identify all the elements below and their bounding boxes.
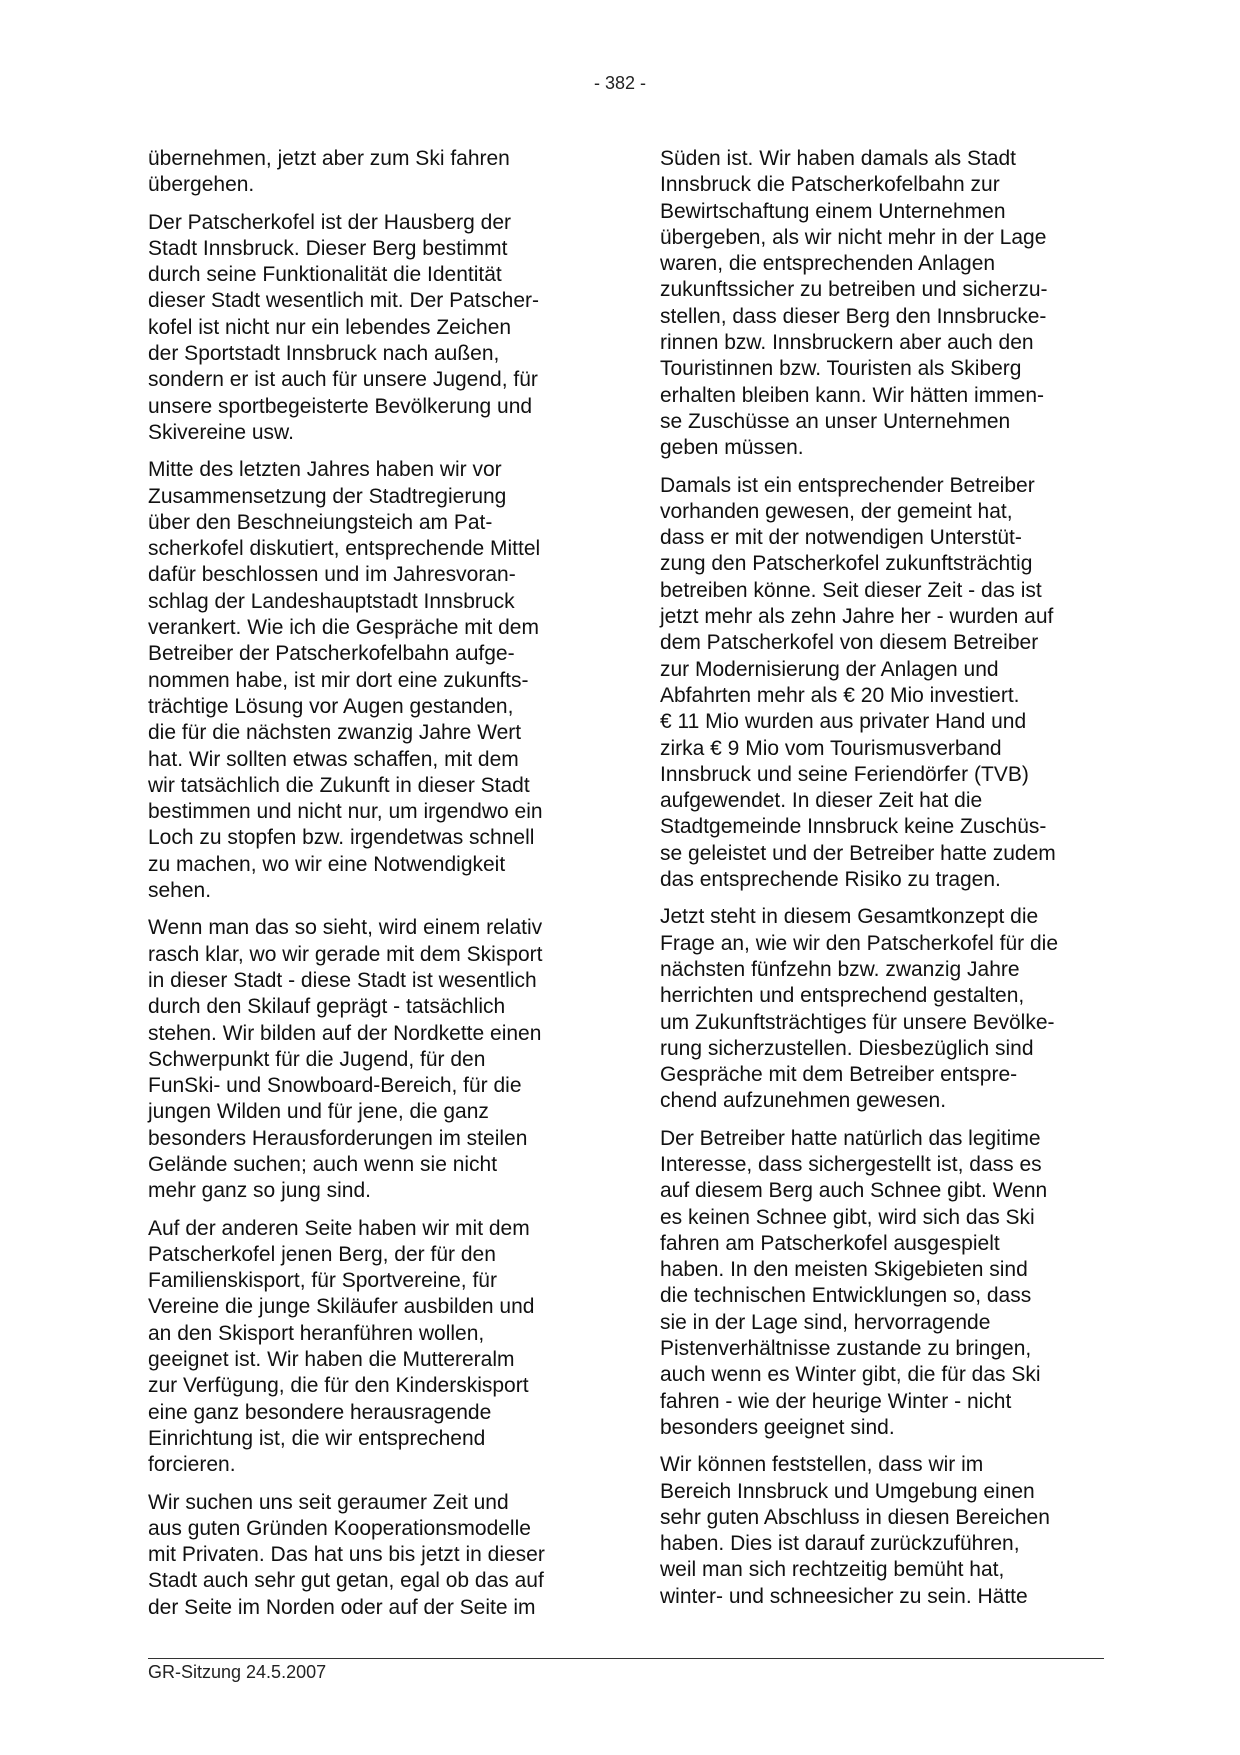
right-text-column — [660, 146, 1110, 1621]
paragraph: Süden ist. Wir haben damals als Stadt Innsbruck die Patscherkofelbahn zur Bewirtschaftung einem Unternehmen übergeben, als wir nicht mehr in der Lage waren, die entsprechenden Anlagen zukunftssicher zu betreiben und sicherzu- stellen, dass dieser Berg den Innsbrucke- rinnen bzw. Innsbruckern aber auch den Touristinnen bzw. Touristen als Skiberg erhalten bleiben kann. Wir hätten immen- se Zuschüsse an unser Unternehmen geben müssen. — [660, 147, 1048, 460]
footer-divider — [148, 1658, 1104, 1659]
paragraph: Wenn man das so sieht, wird einem relativ rasch klar, wo wir gerade mit dem Skisport in dieser Stadt - diese Stadt ist wesentlich durch den Skilauf geprägt - tatsächlich stehen. Wir bilden auf der Nordkette einen Schwerpunkt für die Jugend, für den FunSki- und Snowboard-Bereich, für die jungen Wilden und für jene, die ganz besonders Herausforderungen im steilen Gelände suchen; auch wenn sie nicht mehr ganz so jung sind. — [148, 916, 543, 1203]
paragraph: Der Betreiber hatte natürlich das legitime Interesse, dass sichergestellt ist, dass es auf diesem Berg auch Schnee gibt. Wenn es keinen Schnee gibt, wird sich das Ski fahren am Patscherkofel ausgespielt haben. In den meisten Skigebieten sind die technischen Entwicklungen so, dass sie in der Lage sind, hervorragende Pistenverhältnisse zustande zu bringen, auch wenn es Winter gibt, die für das Ski fahren - wie der heurige Winter - nicht besonders geeignet sind. — [660, 1126, 1048, 1439]
paragraph: Auf der anderen Seite haben wir mit dem Patscherkofel jenen Berg, der für den Familienskisport, für Sportvereine, für Vereine die junge Skiläufer ausbilden und an den Skisport heranführen wollen, geeignet ist. Wir haben die Muttereralm zur Verfügung, die für den Kinderskisport eine ganz besondere herausragende Einrichtung ist, die wir entsprechend forcieren. — [148, 1216, 535, 1477]
paragraph: Jetzt steht in diesem Gesamtkonzept die Frage an, wie wir den Patscherkofel für die nächsten fünfzehn bzw. zwanzig Jahre herrichten und entsprechend gestalten, um Zukunftsträchtiges für unsere Bevölke- rung sicherzustellen. Diesbezüglich sind Gespräche mit dem Betreiber entspre- chend aufzunehmen gewesen. — [660, 905, 1059, 1113]
paragraph: Mitte des letzten Jahres haben wir vor Zusammensetzung der Stadtregierung über den Beschneiungsteich am Pat- scherkofel diskutiert, entsprechende Mittel dafür beschlossen und im Jahresvoran- schlag der Landeshauptstadt Innsbruck verankert. Wie ich die Gespräche mit dem Betreiber der Patscherkofelbahn aufge- nommen habe, ist mir dort eine zukunfts- trächtige Lösung vor Augen gestanden, die für die nächsten zwanzig Jahre Wert hat. Wir sollten etwas schaffen, mit dem wir tatsächlich die Zukunft in dieser Stadt bestimmen und nicht nur, um irgendwo ein Loch zu stopfen bzw. irgendetwas schnell zu machen, wo wir eine Notwendigkeit sehen. — [148, 458, 543, 903]
left-text-column — [148, 146, 598, 1632]
paragraph: Wir können feststellen, dass wir im Bereich Innsbruck und Umgebung einen sehr guten Abschluss in diesen Bereichen haben. Dies ist darauf zurückzuführen, weil man sich rechtzeitig bemüht hat, winter- und schneesicher zu sein. Hätte — [660, 1453, 1050, 1608]
paragraph: Wir suchen uns seit geraumer Zeit und aus guten Gründen Kooperationsmodelle mit Privaten. Das hat uns bis jetzt in dieser Stadt auch sehr gut getan, egal ob das auf der Seite im Norden oder auf der Seite im — [148, 1490, 545, 1619]
paragraph: übernehmen, jetzt aber zum Ski fahren übergehen. — [148, 147, 510, 197]
page-number: - 382 - — [593, 73, 647, 93]
paragraph: Damals ist ein entsprechender Betreiber vorhanden gewesen, der gemeint hat, dass er mit der notwendigen Unterstüt- zung den Patscherkofel zukunftsträchtig betreiben könne. Seit dieser Zeit - das ist jetzt mehr als zehn Jahre her - wurden auf dem Patscherkofel von diesem Betreiber zur Modernisierung der Anlagen und Abfahrten mehr als € 20 Mio investiert. € 11 Mio wurden aus privater Hand und zirka € 9 Mio vom Tourismusverband Innsbruck und seine Feriendörfer (TVB) aufgewendet. In dieser Zeit hat die Stadtgemeinde Innsbruck keine Zuschüs- se geleistet und der Betreiber hatte zudem das entsprechende Risiko zu tragen. — [660, 473, 1056, 892]
footer-session-date: GR-Sitzung 24.5.2007 — [148, 1662, 327, 1682]
paragraph: Der Patscherkofel ist der Hausberg der Stadt Innsbruck. Dieser Berg bestimmt durch seine Funktionalität die Identität dieser Stadt wesentlich mit. Der Patscher- kofel ist nicht nur ein lebendes Zeichen der Sportstadt Innsbruck nach außen, sondern er ist auch für unsere Jugend, für unsere sportbegeisterte Bevölkerung und Skivereine usw. — [148, 210, 539, 444]
